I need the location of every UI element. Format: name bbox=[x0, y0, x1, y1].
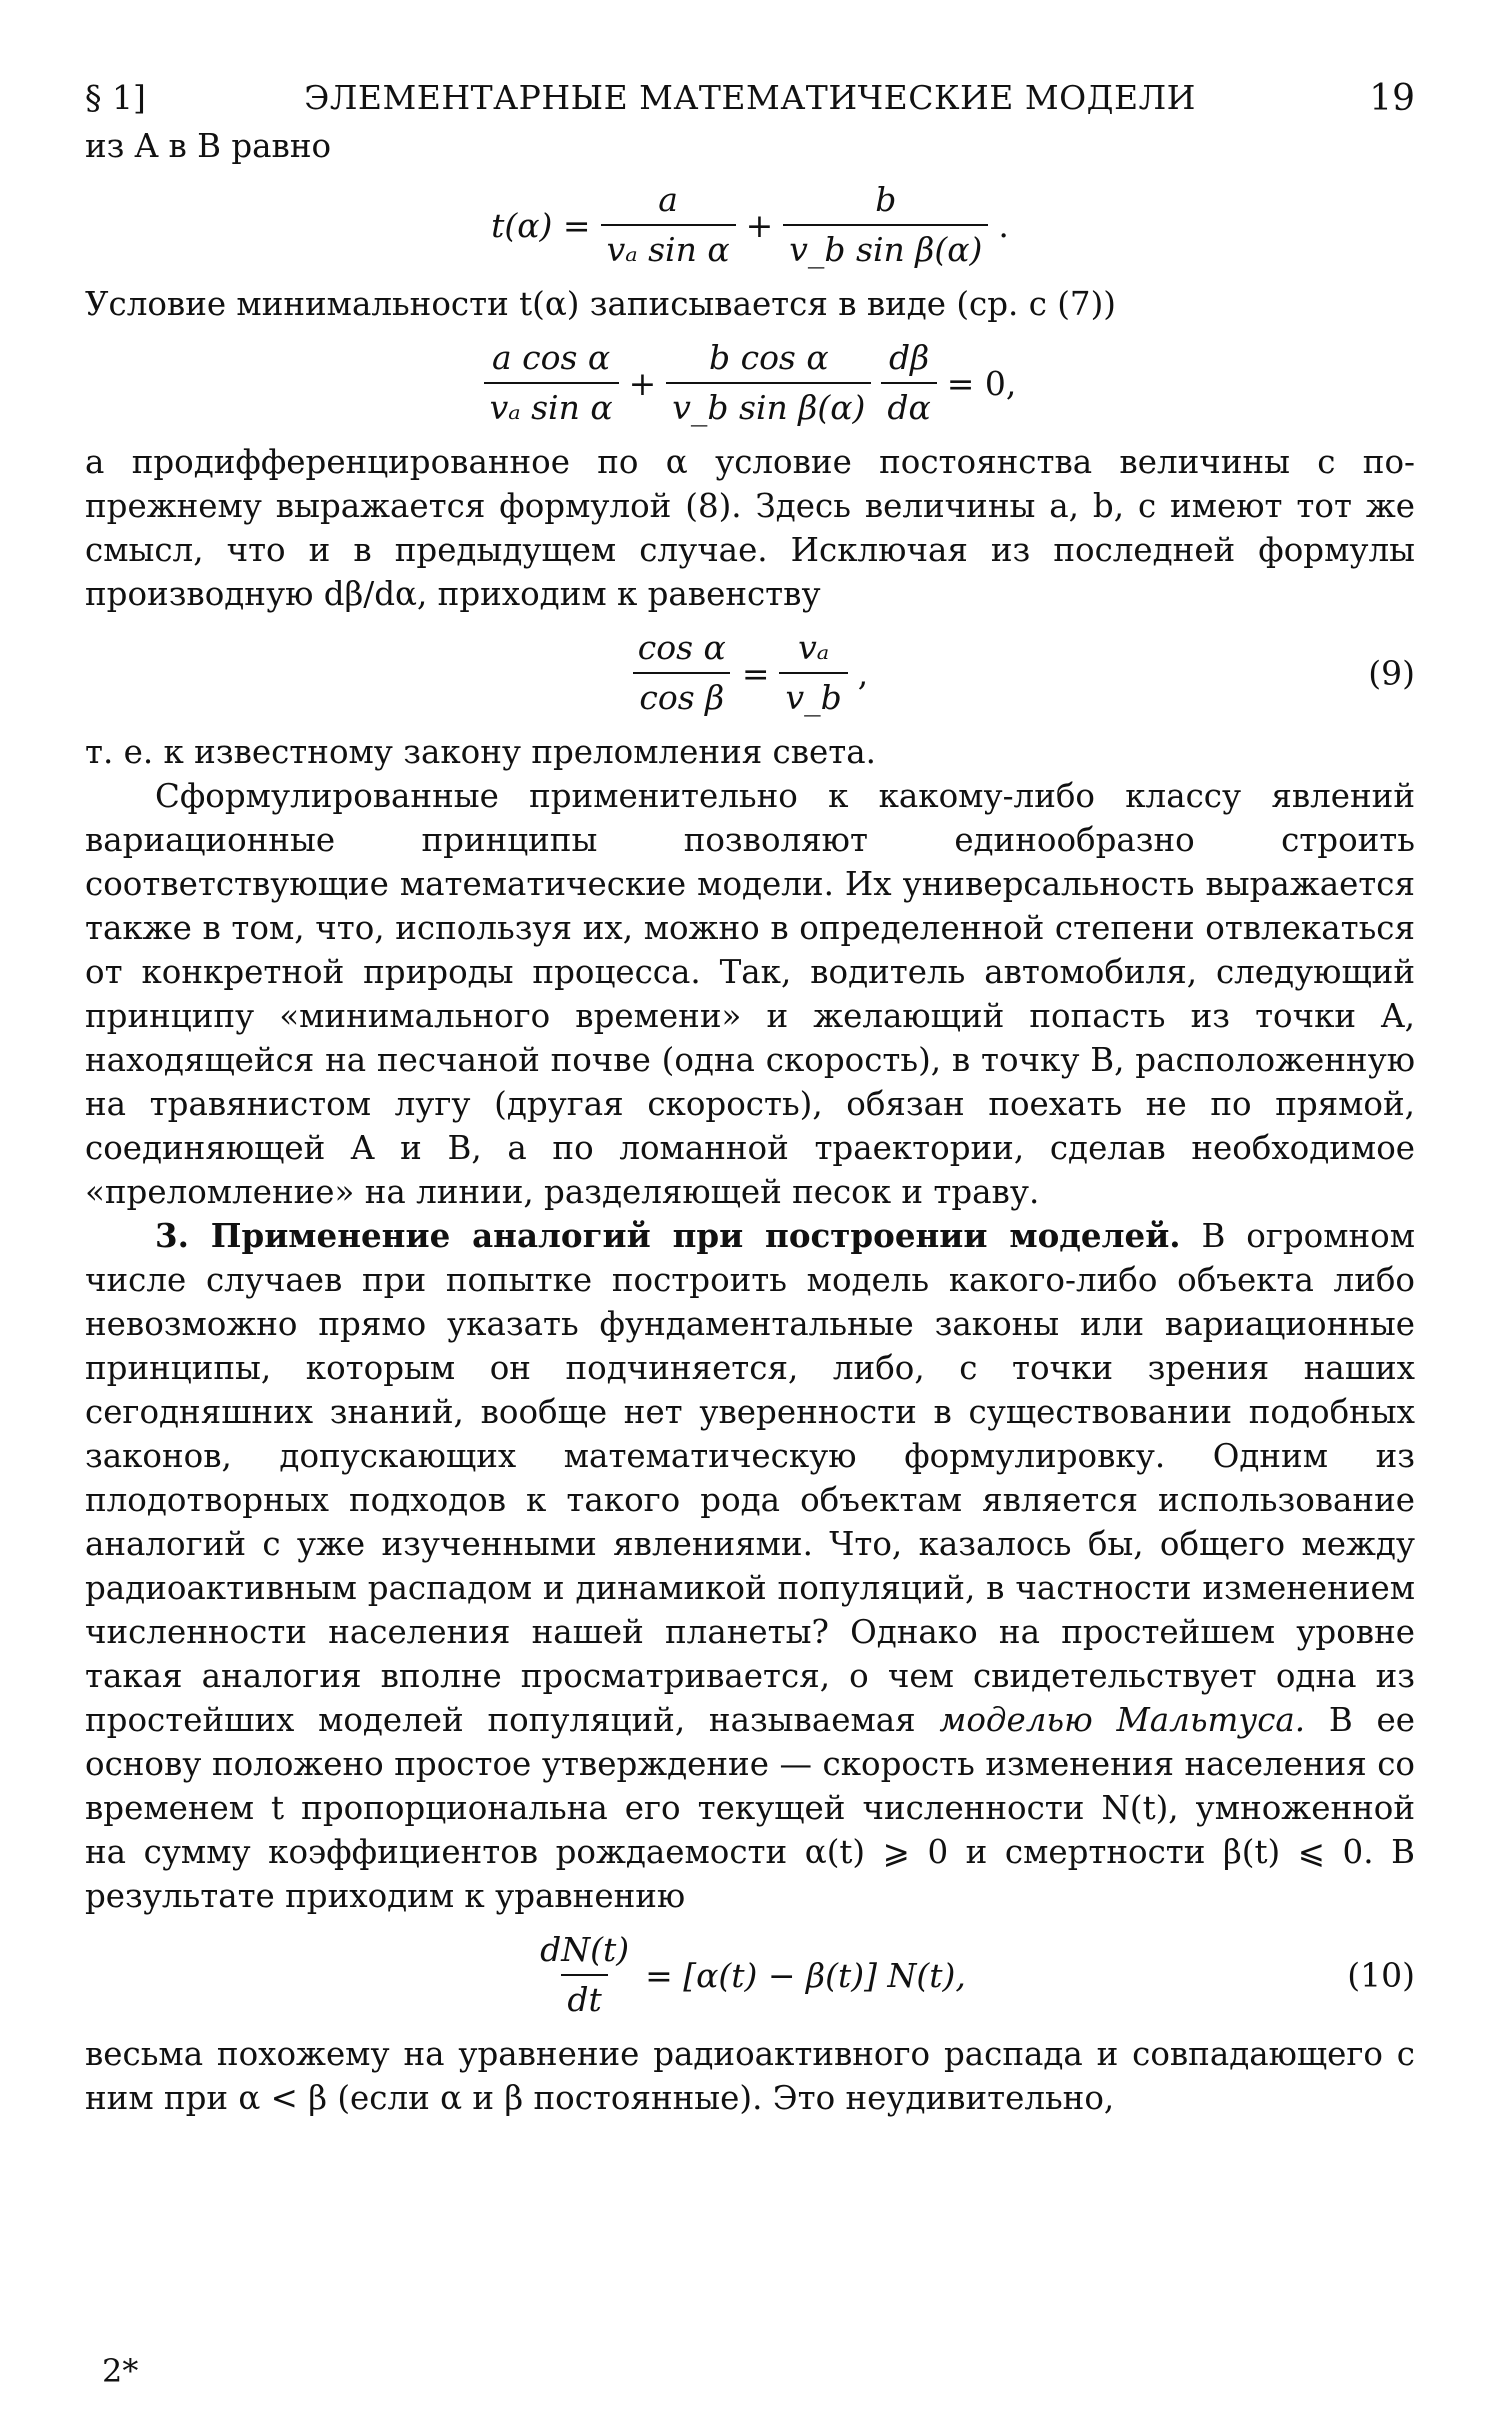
equation-number: (9) bbox=[1368, 653, 1415, 693]
paragraph: из A в B равно bbox=[85, 127, 332, 165]
numerator: cos α bbox=[637, 628, 726, 667]
page-number: 19 bbox=[1369, 78, 1415, 119]
operator: + bbox=[745, 205, 774, 245]
denominator: v_b bbox=[779, 672, 847, 718]
denominator: vₐ sin α bbox=[601, 224, 736, 270]
operator: + bbox=[628, 363, 657, 403]
running-header bbox=[85, 78, 1415, 124]
punctuation: , bbox=[857, 653, 869, 693]
equation-minimality bbox=[85, 338, 1415, 428]
text: В ее основу положено простое утверждение — скорость изменения населения со временем t пропорциональна его текущей численности N(t), умноженной на сумму коэффициентов рождаемости α(t) ⩾ 0 и смертности β(t) ⩽ 0. В результате приходим к уравнению bbox=[85, 1701, 1415, 1915]
equation-10 bbox=[85, 1930, 1415, 2020]
denominator: dα bbox=[881, 382, 936, 428]
numerator: dβ bbox=[888, 338, 930, 377]
paragraph-section-3 bbox=[85, 1214, 1415, 1918]
denominator: vₐ sin α bbox=[484, 382, 619, 428]
section-heading: 3. Применение аналогий при построении моделей. bbox=[155, 1216, 1181, 1255]
denominator: dt bbox=[561, 1974, 607, 2020]
numerator: vₐ bbox=[798, 628, 830, 667]
emphasis: моделью Мальтуса. bbox=[939, 1701, 1306, 1739]
denominator: v_b sin β(α) bbox=[783, 224, 988, 270]
paragraph: Условие минимальности t(α) записывается в виде (ср. с (7)) bbox=[85, 285, 1116, 323]
numerator: b cos α bbox=[708, 338, 829, 377]
equation-number: (10) bbox=[1347, 1955, 1415, 1995]
fraction bbox=[779, 628, 847, 718]
fraction bbox=[666, 338, 871, 428]
paragraph: а продифференцированное по α условие постоянства величины c по-прежнему выражается формулой (8). Здесь величины a, b, c имеют тот же смысл, что и в предыдущем случае. Исключая из последней формулы производную dβ/dα, приходим к равенству bbox=[85, 443, 1415, 613]
eq-rhs: = [α(t) − β(t)] N(t), bbox=[645, 1955, 966, 1995]
eq-tail: = 0, bbox=[946, 363, 1017, 403]
paragraph: т. е. к известному закону преломления света. bbox=[85, 733, 876, 771]
punctuation: . bbox=[998, 205, 1009, 245]
section-ref: § 1] bbox=[85, 78, 146, 117]
fraction bbox=[601, 180, 736, 270]
fraction bbox=[881, 338, 936, 428]
paragraph: Сформулированные применительно к какому-либо классу явлений вариационные принципы позволяют единообразно строить соответствующие математические модели. Их универсальность выражается также в том, что, используя их, можно в определенной степени отвлекаться от конкретной природы процесса. Так, водитель автомобиля, следующий принципу «минимального времени» и желающий попасть из точки A, находящейся на песчаной почве (одна скорость), в точку B, расположенную на травянистом лугу (другая скорость), обязан поехать не по прямой, соединяющей A и B, а по ломанной траектории, сделав необходимое «преломление» на линии, разделяющей песок и траву. bbox=[85, 777, 1415, 1211]
denominator: cos β bbox=[633, 672, 730, 718]
fraction bbox=[484, 338, 619, 428]
numerator: a cos α bbox=[491, 338, 611, 377]
equation-t-alpha bbox=[85, 180, 1415, 270]
equation-9 bbox=[85, 628, 1415, 718]
fraction bbox=[632, 628, 732, 718]
page bbox=[85, 78, 1415, 2120]
text: В огромном числе случаев при попытке построить модель какого-либо объекта либо невозможно прямо указать фундаментальные законы или вариационные принципы, которым он подчиняется, либо, с точки зрения наших сегодняшних знаний, вообще нет уверенности в существовании подобных законов, допускающих математическую формулировку. Одним из плодотворных подходов к такого рода объектам является использование аналогий с уже изученными явлениями. Что, казалось бы, общего между радиоактивным распадом и динамикой популяций, в частности изменением численности населения нашей планеты? Однако на простейшем уровне такая аналогия вполне просматривается, о чем свидетельствует одна из простейших моделей популяций, называемая bbox=[85, 1217, 1416, 1739]
denominator: v_b sin β(α) bbox=[666, 382, 871, 428]
signature-mark: 2* bbox=[102, 2352, 139, 2390]
eq-lhs: t(α) = bbox=[491, 205, 591, 245]
fraction bbox=[534, 1930, 635, 2020]
numerator: a bbox=[658, 180, 678, 219]
operator: = bbox=[741, 653, 770, 693]
running-title: ЭЛЕМЕНТАРНЫЕ МАТЕМАТИЧЕСКИЕ МОДЕЛИ bbox=[304, 78, 1196, 117]
numerator: b bbox=[875, 180, 897, 219]
paragraph: весьма похожему на уравнение радиоактивного распада и совпадающего с ним при α < β (если α и β постоянные). Это неудивительно, bbox=[85, 2035, 1415, 2117]
numerator: dN(t) bbox=[540, 1930, 630, 1969]
fraction bbox=[783, 180, 988, 270]
